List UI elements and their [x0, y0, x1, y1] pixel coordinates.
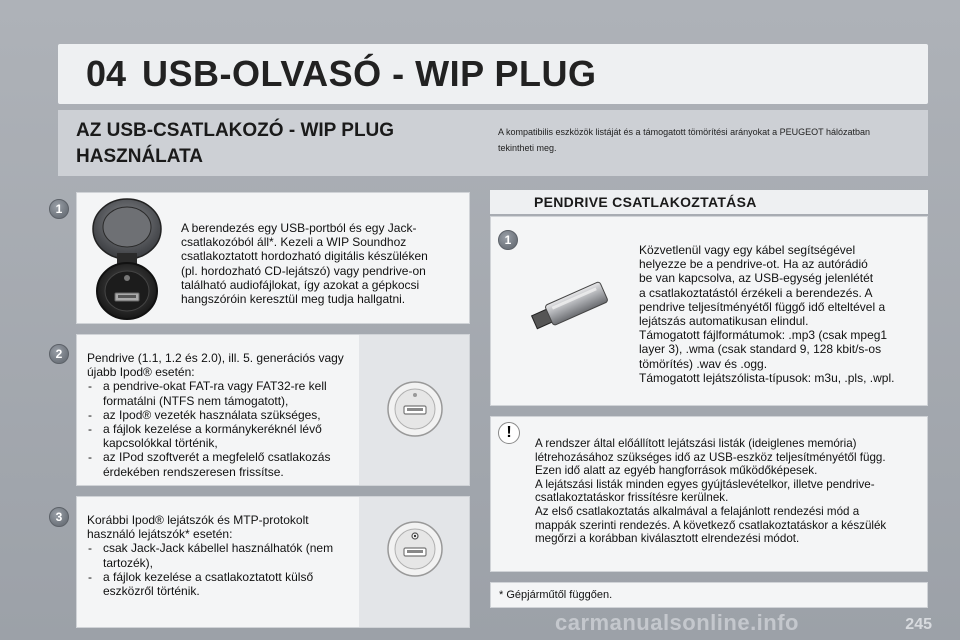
item-2-text: [87, 351, 377, 479]
item-3-bullet: [87, 541, 377, 569]
pendrive-line: be van kapcsolva, az USB-egység jelenlétét: [639, 271, 874, 286]
warning-icon: !: [498, 422, 520, 444]
item-2-bullet: [87, 379, 377, 407]
item-1-text: [181, 221, 467, 306]
section-title-line-2: HASZNÁLATA: [76, 146, 203, 167]
warning-box: [490, 416, 928, 572]
jack-port-image: [385, 519, 445, 579]
item-2-bullet-line: formatálni (NTFS nem támogatott),: [103, 393, 289, 408]
pendrive-line: tömörítés) .wav és .ogg.: [639, 356, 768, 371]
item-3-bullet-line: eszközről történik.: [103, 584, 200, 599]
item-1-line: csatlakozóból áll*. Kezeli a WIP Soundhoz: [181, 235, 407, 250]
item-1-line: csatlakoztatott hordozható digitális készüléken: [181, 249, 428, 264]
item-3-bullet-line: tartozék),: [103, 555, 154, 570]
item-3-intro: használó lejátszók* esetén:: [87, 527, 233, 542]
usb-stick-image: [525, 281, 617, 331]
item-3-text: [87, 513, 377, 598]
pendrive-line: Támogatott lejátszólista-típusok: m3u, .pls, .wpl.: [639, 370, 895, 385]
step-2-badge: 2: [49, 344, 69, 364]
usb-port-image: [385, 379, 445, 439]
item-2-bullet-line: - a fájlok kezelése a kormánykeréknél lévő: [103, 422, 322, 437]
section-title-line-1: AZ USB-CSATLAKOZÓ - WIP PLUG: [76, 120, 395, 141]
pendrive-line: layer 3), .wma (csak standard 9, 128 kbit/s-os: [639, 342, 882, 357]
pendrive-line: Közvetlenül vagy egy kábel segítségével: [639, 243, 856, 257]
pendrive-line: a csatlakoztatástól érzékeli a berendezés. A: [639, 285, 873, 300]
warning-line: A lejátszási listák minden egyes gyújtáslevételkor, illetve pendrive-: [535, 477, 875, 491]
item-2-bullet-line: - az Ipod® vezeték használata szükséges,: [103, 407, 321, 422]
pendrive-text: [639, 243, 925, 385]
pendrive-line: Támogatott fájlformátumok: .mp3 (csak mpeg1: [639, 328, 888, 343]
warning-line: csatlakoztatáskor frissítésre kerülnek.: [535, 491, 729, 505]
item-1-line: hangszóróin keresztül meg tudja hallgatni.: [181, 292, 406, 307]
warning-line: mappák szerinti rendezés. A következő csatlakoztatáskor a készülék: [535, 518, 887, 532]
item-3-bullet: [87, 570, 377, 598]
item-2-intro: Pendrive (1.1, 1.2 és 2.0), ill. 5. generációs vagy: [87, 351, 344, 365]
usb-jack-socket-image: [81, 195, 181, 323]
item-1-line: A berendezés egy USB-portból és egy Jack-: [181, 221, 417, 235]
item-2-bullet-line: - a pendrive-okat FAT-ra vagy FAT32-re kell: [103, 379, 327, 394]
item-2-bullet: [87, 408, 377, 422]
pendrive-line: helyezze be a pendrive-ot. Ha az autórádió: [639, 257, 868, 272]
pendrive-title: PENDRIVE CSATLAKOZTATÁSA: [534, 194, 757, 210]
warning-text: [535, 437, 927, 546]
pendrive-step-1-badge: 1: [498, 230, 518, 250]
chapter-title: USB-OLVASÓ - WIP PLUG: [142, 53, 597, 94]
warning-line: Az első csatlakoztatás alkalmával a felajánlott rendezési mód a: [535, 504, 860, 518]
item-2-bullet: [87, 450, 377, 478]
chapter-number: 04: [86, 53, 127, 94]
item-2-bullet: [87, 422, 377, 450]
footnote-box: [490, 582, 928, 608]
warning-line: létrehozásához szükséges idő az USB-eszköz teljesítményétől függ.: [535, 450, 886, 464]
warning-line: Ezen idő alatt az egyéb hangforrások működőképesek.: [535, 464, 818, 478]
item-1-line: (pl. hordozható CD-lejátszó) vagy pendrive-on: [181, 263, 426, 278]
item-2-box: [76, 334, 470, 486]
item-2-intro: újabb Ipod® esetén:: [87, 365, 195, 380]
step-1-badge: 1: [49, 199, 69, 219]
page-number: 245: [905, 616, 932, 633]
item-2-bullet-line: - az IPod szoftverét a megfelelő csatlakozás: [103, 450, 331, 465]
section-note: A kompatibilis eszközök listáját és a támogatott tömörítési arányokat a PEUGEOT hálózatban tekintheti meg.: [498, 127, 871, 153]
item-1-box: [76, 192, 470, 324]
warning-line: megőrzi a korábban kiválasztott elrendezési módot.: [535, 532, 800, 546]
item-3-bullet-line: - csak Jack-Jack kábellel használhatók (nem: [103, 541, 334, 556]
item-3-intro: Korábbi Ipod® lejátszók és MTP-protokolt: [87, 513, 309, 527]
section-title: [76, 118, 436, 170]
pendrive-line: lejátszás automatikusan elindul.: [639, 314, 809, 329]
warning-line: A rendszer által előállított lejátszási listák (ideiglenes memória): [535, 437, 857, 450]
item-2-bullet-line: kapcsolókkal történik,: [103, 436, 218, 451]
pendrive-line: pendrive teljesítményétől függő idő elteltével a: [639, 299, 886, 314]
pendrive-box: [490, 216, 928, 406]
item-2-bullet-line: érdekében rendszeresen frissítse.: [103, 464, 284, 479]
footnote: * Gépjárműtől függően.: [499, 589, 613, 601]
item-3-box: [76, 496, 470, 628]
item-3-bullet-line: - a fájlok kezelése a csatlakoztatott külső: [103, 569, 314, 584]
item-1-line: található audiofájlokat, így azokat a gépkocsi: [181, 277, 420, 292]
step-3-badge: 3: [49, 507, 69, 527]
watermark: carmanualsonline.info: [555, 610, 799, 635]
